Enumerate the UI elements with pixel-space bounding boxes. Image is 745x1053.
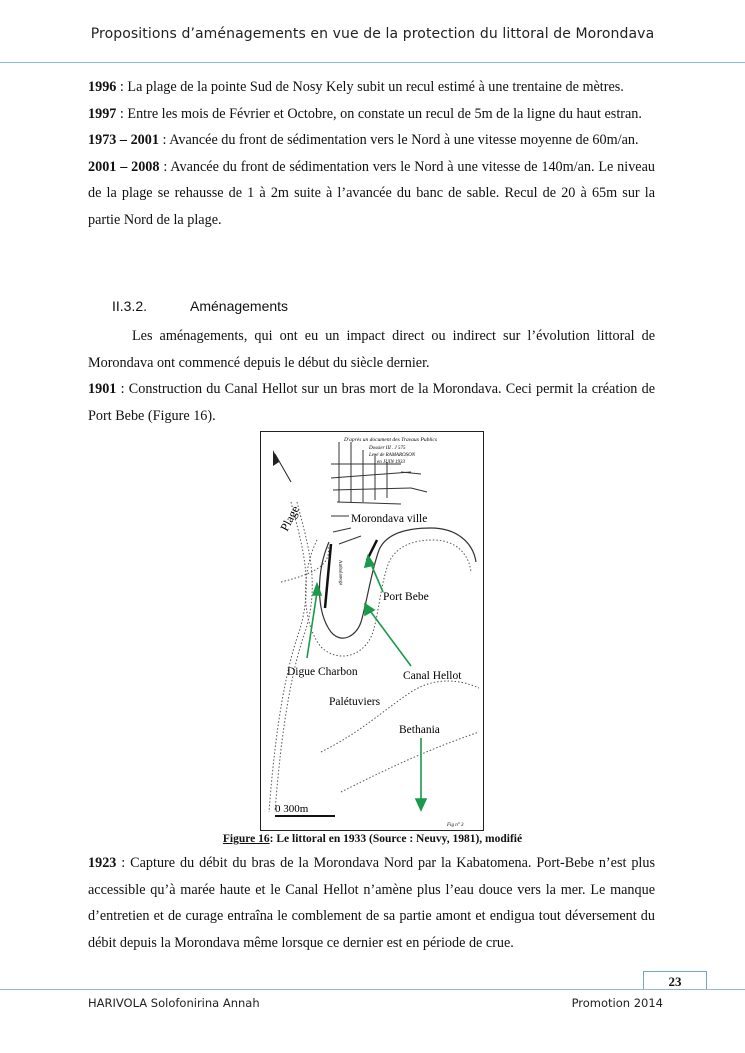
- arrowhead-bethania-icon: [416, 799, 426, 810]
- caption-text: : Le littoral en 1933 (Source : Neuvy, 1981), modifié: [269, 833, 523, 845]
- caption-label: Figure 16: [222, 833, 270, 845]
- scale-label: 0 300m: [275, 803, 309, 815]
- map-label-paletuviers: Palétuviers: [329, 696, 381, 708]
- north-arrow-icon: [273, 450, 291, 482]
- map-label-canal: Canal Hellot: [403, 670, 462, 682]
- entry-text: : Construction du Canal Hellot sur un bras mort de la Morondava. Ceci permit la création de Port Bebe (Figure 16).: [88, 381, 655, 424]
- source-note-line: Dossier III . J 575: [369, 446, 406, 451]
- entry-text: : La plage de la pointe Sud de Nosy Kely subit un recul estimé à une trentaine de mètres.: [116, 79, 624, 95]
- entry-year: 1901: [88, 381, 117, 397]
- map-label-plage: Plage: [277, 503, 303, 534]
- coastline-outer: [269, 502, 306, 812]
- entry-year: 2001 – 2008: [88, 158, 160, 175]
- arrowhead-canal-2-icon: [365, 556, 374, 567]
- entry-year: 1996: [88, 79, 117, 95]
- digue-charbon-line: [325, 544, 331, 608]
- chronology-top: [88, 74, 655, 233]
- source-note-line: D'après un document des Travaux Publics: [344, 437, 437, 443]
- scale-bar: [275, 803, 335, 816]
- entry-text: : Capture du débit du bras de la Morondava Nord par la Kabatomena. Port-Bebe n’est plus accessible qu’à marée haute et le Canal Hellot n’amène plus l’eau douce vers la mer. Le manque d’entretien et de curage entraîna le comblement de sa partie amont et endigua tout déversement du débit depuis la Morondava même lorsque ce dernier est en période de crue.: [88, 855, 655, 951]
- amenagements-text: [88, 323, 655, 429]
- entry-year: 1923: [88, 855, 117, 871]
- map-label-port: Port Bebe: [383, 591, 429, 603]
- arrow-digue-icon: [307, 592, 317, 658]
- footer-promotion: Promotion 2014: [571, 996, 663, 1010]
- source-note-line: en JUIN 1933: [377, 460, 406, 465]
- intro-paragraph: Les aménagements, qui ont eu un impact direct ou indirect sur l’évolution littoral de Morondava ont commencé depuis le début du siècle dernier.: [88, 328, 655, 371]
- entry-1923: [88, 850, 655, 956]
- map-label-ambalanega: Ambalanega: [337, 559, 343, 586]
- map-label-bethania: Bethania: [399, 724, 440, 736]
- footer-author: HARIVOLA Solofonirina Annah: [88, 996, 260, 1010]
- footer-divider: [0, 989, 745, 990]
- map-label-ville: Morondava ville: [351, 513, 428, 525]
- entry-year: 1973 – 2001: [88, 132, 159, 148]
- source-note-line: Levé de RAMAROSON: [369, 453, 416, 458]
- header-divider: [0, 62, 745, 63]
- chronology-bottom: [88, 850, 655, 956]
- page-header-title: Propositions d’aménagements en vue de la protection du littoral de Morondava: [90, 26, 655, 42]
- section-title: Aménagements: [190, 298, 289, 314]
- arrow-canal-2-icon: [371, 564, 383, 592]
- entry-1901: [88, 376, 655, 429]
- entry-2001-2008: [88, 154, 655, 234]
- river-mouth: [281, 542, 328, 582]
- entry-1973-2001: [88, 127, 655, 154]
- figure-number-note: Fig n° 3: [447, 823, 464, 828]
- section-heading: [112, 298, 288, 314]
- map-label-digue: Digue Charbon: [287, 666, 358, 678]
- figure-caption: [0, 833, 745, 845]
- entry-year: 1997: [88, 105, 117, 122]
- entry-text: : Avancée du front de sédimentation vers le Nord à une vitesse de 140m/an. Le niveau de la plage se rehausse de 1 à 2m suite à l’avancée du banc de sable. Recul de 20 à 65m sur la partie Nord de la plage.: [88, 158, 655, 228]
- section-number: II.3.2.: [112, 298, 148, 314]
- page-number: 23: [643, 971, 707, 990]
- southern-channel-2: [341, 732, 479, 792]
- southern-channel: [321, 681, 479, 752]
- entry-1996: [88, 74, 655, 101]
- littoral-map-svg: [261, 432, 483, 830]
- figure-16-map: [260, 431, 484, 831]
- entry-text: : Entre les mois de Février et Octobre, on constate un recul de 5m de la ligne du haut estran.: [116, 105, 642, 122]
- entry-1997: [88, 101, 655, 128]
- entry-text: : Avancée du front de sédimentation vers le Nord à une vitesse moyenne de 60m/an.: [158, 132, 639, 148]
- arrow-canal-1-icon: [371, 612, 411, 666]
